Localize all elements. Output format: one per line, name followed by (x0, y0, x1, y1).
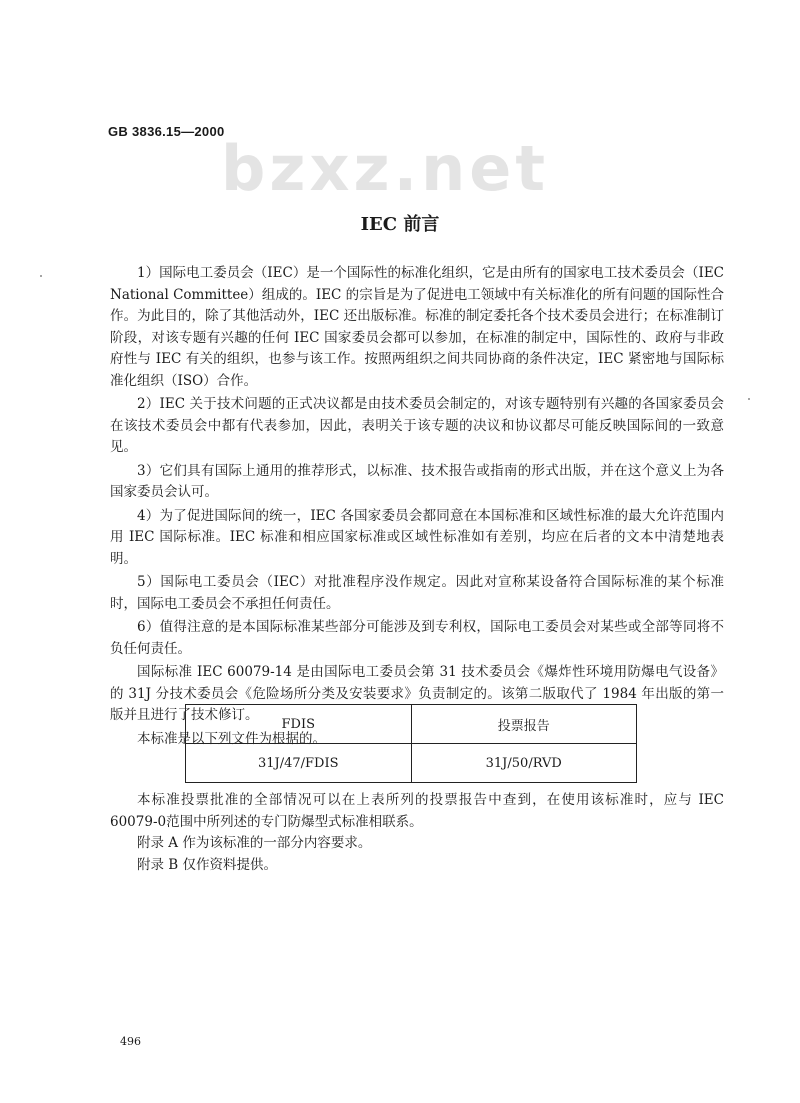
scan-speck (40, 275, 42, 277)
scan-speck (748, 398, 750, 400)
paragraph-voting: 本标准投票批准的全部情况可以在上表所列的投票报告中查到，在使用该标准时，应与 IEC 60079-0范围中所列述的专门防爆型式标准相联系。 (110, 792, 724, 830)
source-documents-table (185, 704, 637, 783)
paragraph-5: 5）国际电工委员会（IEC）对批准程序没作规定。因此对宣称某设备符合国际标准的某个标准时，国际电工委员会不承担任何责任。 (110, 574, 724, 612)
watermark: bzxz.net (221, 132, 549, 205)
table-header-row (186, 705, 637, 744)
paragraph-based-on: 本标准是以下列文件为根据的。 (137, 730, 326, 747)
preface-body (110, 263, 724, 750)
table-cell: 31J/47/FDIS (186, 744, 412, 783)
table-header-cell: FDIS (186, 705, 412, 744)
standard-code-header: GB 3836.15—2000 (108, 124, 225, 139)
table-row (186, 744, 637, 783)
paragraph-iec-60079-14: 国际标准 IEC 60079-14 是由国际电工委员会第 31 技术委员会《爆炸性环境用防爆电气设备》的 31J 分技术委员会《危险场所分类及安装要求》负责制定的。该第二版取代了 1984 年出版的第一版并且进行了技术修订。 (110, 664, 724, 723)
page-title: IEC 前言 (360, 214, 440, 235)
table-header-cell: 投票报告 (411, 705, 637, 744)
paragraph-annex-b: 附录 B 仅作资料提供。 (137, 856, 278, 873)
table-cell: 31J/50/RVD (411, 744, 637, 783)
paragraph-annex-a: 附录 A 作为该标准的一部分内容要求。 (137, 835, 372, 851)
paragraph-2: 2）IEC 关于技术问题的正式决议都是由技术委员会制定的，对该专题特别有兴趣的各国家委员会在该技术委员会中都有代表参加，因此，表明关于该专题的决议和协议都尽可能反映国际间的一致意见。 (110, 396, 724, 455)
paragraph-6: 6）值得注意的是本国际标准某些部分可能涉及到专利权，国际电工委员会对某些或全部等同将不负任何责任。 (110, 619, 724, 657)
paragraph-1: 1）国际电工委员会（IEC）是一个国际性的标准化组织，它是由所有的国家电工技术委员会（IEC National Committee）组成的。IEC 的宗旨是为了促进电工领域中有关标准化的所有问题的国际性合作。为此目的，除了其他活动外，IEC 还出版标准。标准的制定委托各个技术委员会进行；在标准制订阶段，对该专题有兴趣的任何 IEC 国家委员会都可以参加，在标准的制定中，国际性的、政府与非政府性与 IEC 有关的组织，也参与该工作。按照两组织之间共同协商的条件决定，IEC 紧密地与国际标准化组织（ISO）合作。 (110, 265, 724, 389)
paragraph-4: 4）为了促进国际间的统一，IEC 各国家委员会都同意在本国标准和区域性标准的最大允许范围内用 IEC 国际标准。IEC 标准和相应国家标准或区域性标准如有差别，均应在后者的文本中清楚地表明。 (110, 507, 724, 567)
page-number: 496 (120, 1035, 141, 1048)
paragraph-3: 3）它们具有国际上通用的推荐形式，以标准、技术报告或指南的形式出版，并在这个意义上为各国家委员会认可。 (110, 462, 724, 500)
post-table-body (110, 790, 724, 876)
